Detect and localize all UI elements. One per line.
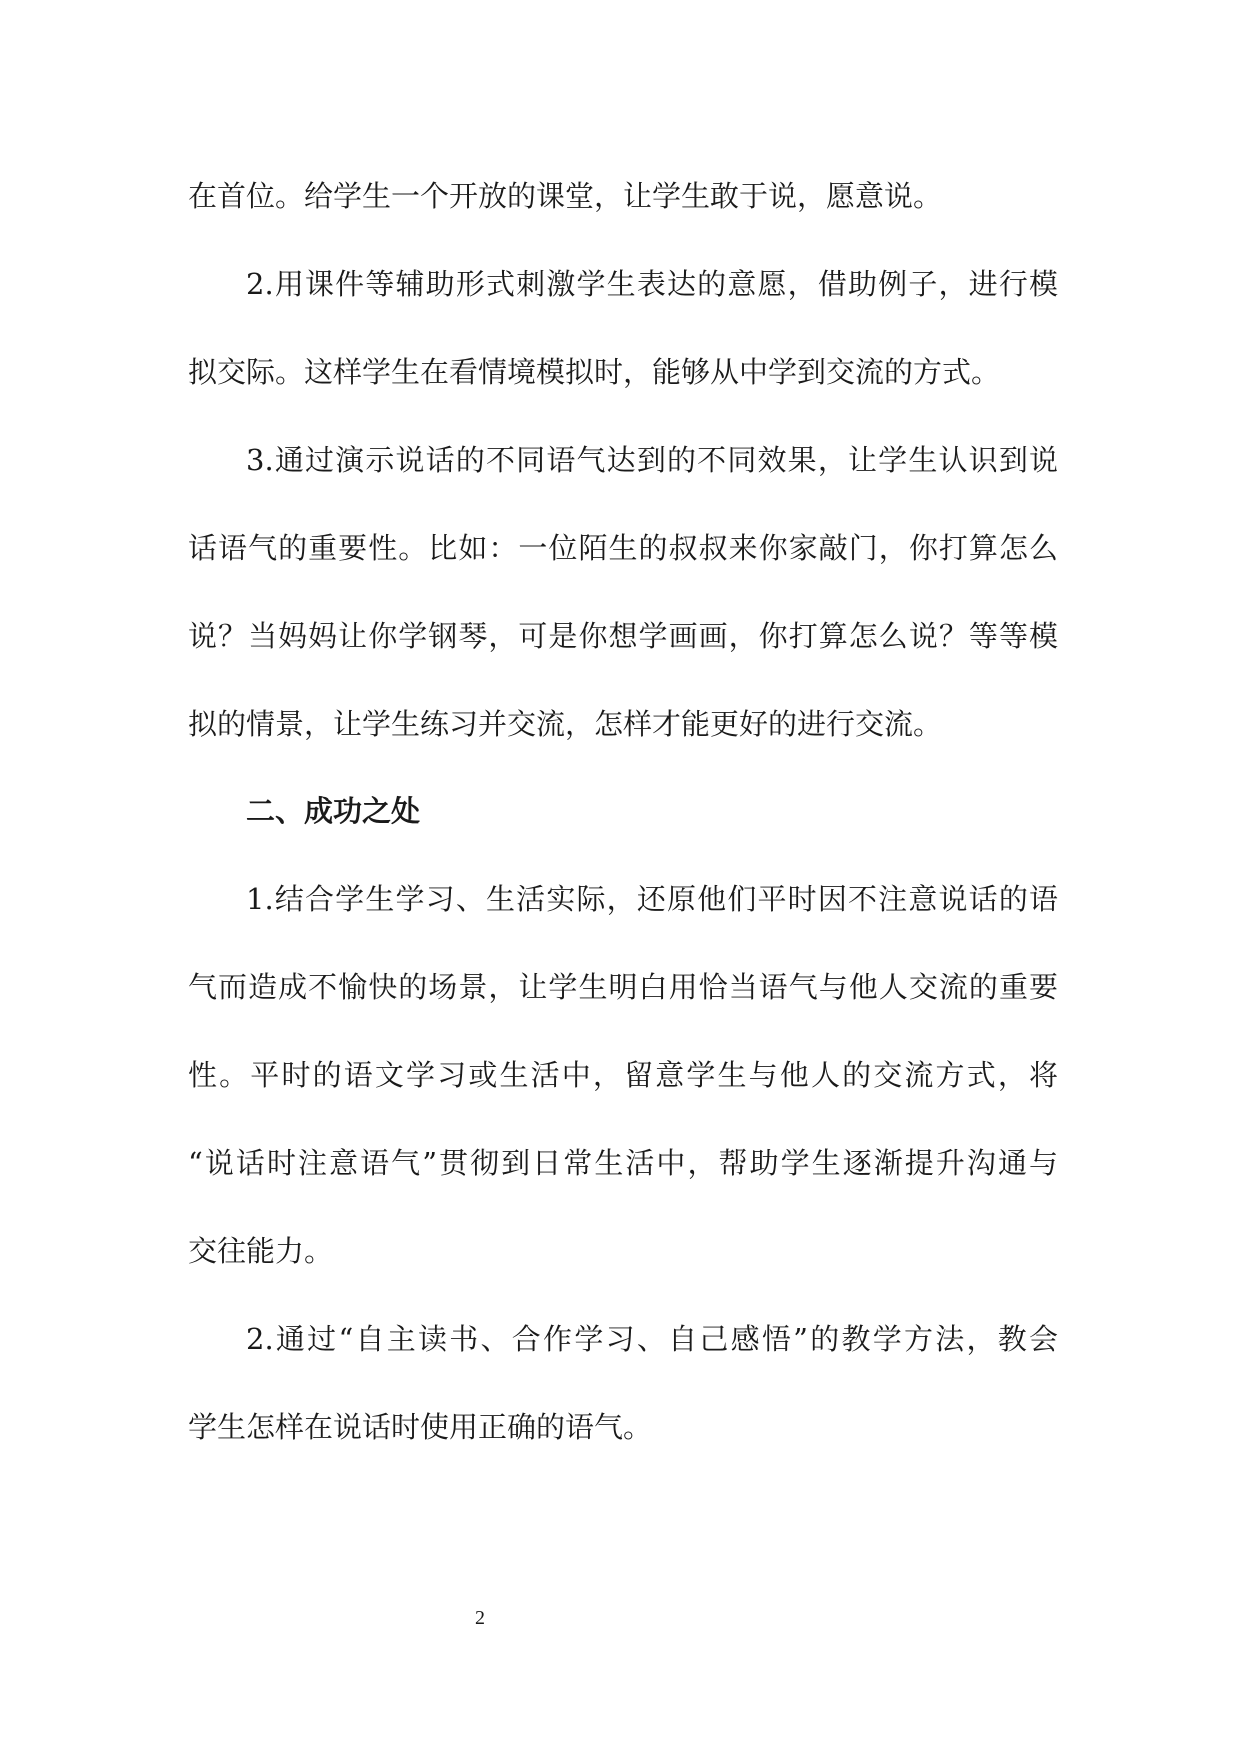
text-line: 说？当妈妈让你学钢琴，可是你想学画画，你打算怎么说？等等模 (188, 619, 1058, 653)
text-line: “说话时注意语气”贯彻到日常生活中，帮助学生逐渐提升沟通与 (188, 1146, 1058, 1180)
section-heading: 二、成功之处 (246, 794, 421, 828)
paragraph-first-line: 3.通过演示说话的不同语气达到的不同效果，让学生认识到说 (246, 443, 1058, 477)
text-line: 拟的情景，让学生练习并交流，怎样才能更好的进行交流。 (188, 707, 943, 741)
paragraph-first-line: 1.结合学生学习、生活实际，还原他们平时因不注意说话的语 (246, 882, 1058, 916)
text-line: 话语气的重要性。比如：一位陌生的叔叔来你家敲门，你打算怎么 (188, 531, 1058, 565)
text-line: 拟交际。这样学生在看情境模拟时，能够从中学到交流的方式。 (188, 355, 1001, 389)
text-line: 学生怎样在说话时使用正确的语气。 (188, 1410, 653, 1444)
text-line: 气而造成不愉快的场景，让学生明白用恰当语气与他人交流的重要 (188, 970, 1058, 1004)
paragraph-first-line: 2.用课件等辅助形式刺激学生表达的意愿，借助例子，进行模 (246, 267, 1058, 301)
text-line: 交往能力。 (188, 1234, 334, 1268)
text-line: 性。平时的语文学习或生活中，留意学生与他人的交流方式，将 (188, 1058, 1058, 1092)
text-line: 在首位。给学生一个开放的课堂，让学生敢于说，愿意说。 (188, 179, 943, 213)
page-number: 2 (475, 1607, 485, 1629)
paragraph-first-line: 2.通过“自主读书、合作学习、自己感悟”的教学方法，教会 (246, 1322, 1058, 1356)
